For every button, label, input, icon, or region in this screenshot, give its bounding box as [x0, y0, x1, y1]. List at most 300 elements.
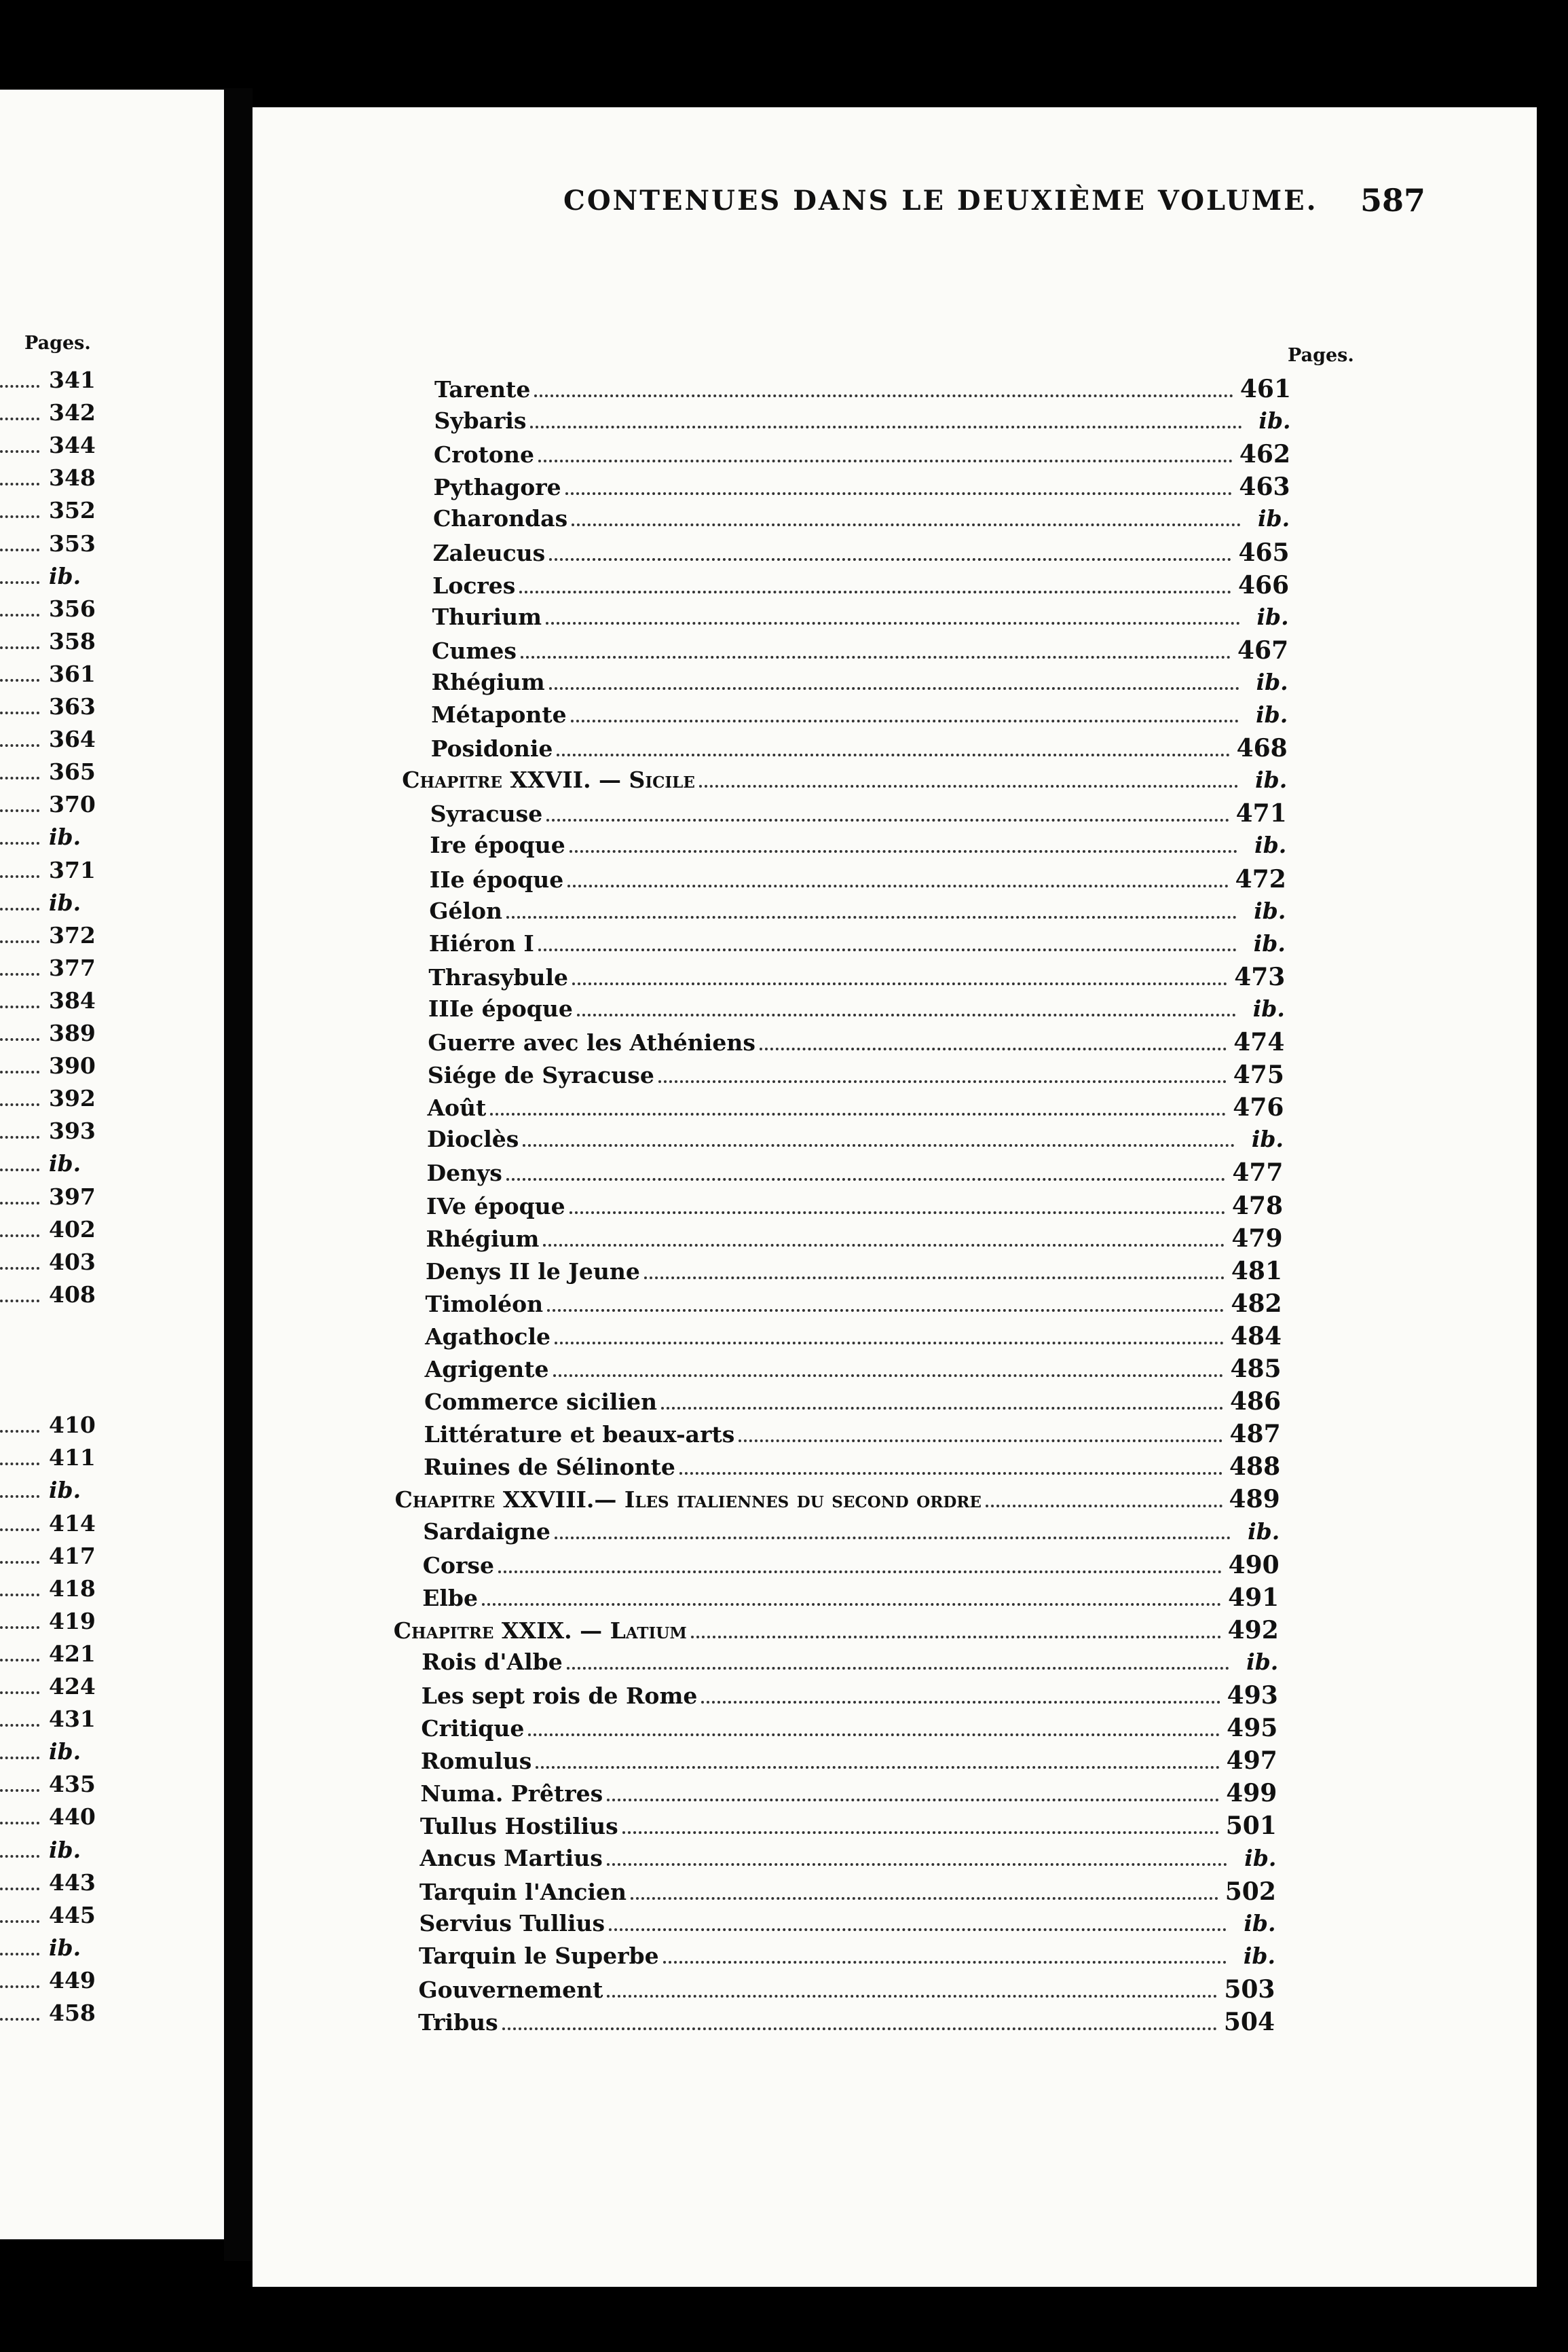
dot-leader: [0, 515, 39, 518]
left-number-row: [0, 1575, 96, 1602]
toc-page-number: 486: [1229, 1387, 1282, 1416]
toc-title: Hiéron I: [428, 930, 534, 957]
left-page-number: 418: [49, 1575, 96, 1602]
toc-page-number: ib.: [1257, 505, 1290, 532]
toc-row: [428, 995, 1285, 1023]
toc-page-number: 504: [1223, 2008, 1275, 2036]
toc-title: Littérature et beaux-arts: [424, 1421, 735, 1448]
dot-leader: [555, 1537, 1231, 1539]
running-title: CONTENUES DANS LE DEUXIÈME VOLUME.: [563, 185, 1318, 217]
toc-title: Gélon: [429, 897, 503, 924]
dot-leader: [482, 1603, 1221, 1606]
toc-page-number: 491: [1228, 1583, 1280, 1612]
dot-leader: [679, 1472, 1222, 1475]
left-page-number: ib.: [49, 1738, 81, 1765]
dot-leader: [0, 418, 39, 420]
dot-leader: [530, 426, 1242, 428]
left-page-number: 435: [49, 1771, 96, 1798]
toc-row: [428, 963, 1285, 991]
left-number-row: [0, 367, 96, 394]
left-page-number: 397: [49, 1183, 96, 1210]
dot-leader: [658, 1080, 1227, 1083]
dot-leader: [0, 1430, 39, 1433]
toc-page-number: 466: [1237, 570, 1290, 600]
dot-leader: [567, 1667, 1230, 1670]
toc-title: Rhégium: [431, 668, 545, 695]
toc-row: [434, 407, 1291, 435]
left-number-row: [0, 1183, 96, 1211]
dot-leader: [557, 754, 1229, 756]
dot-leader: [0, 1202, 39, 1205]
toc-row: [419, 1845, 1276, 1872]
dot-leader: [0, 940, 39, 943]
toc-page-number: 476: [1233, 1093, 1284, 1122]
dot-leader: [0, 1626, 39, 1629]
left-number-row: [0, 1934, 81, 1962]
toc-page-number: 489: [1229, 1485, 1280, 1514]
dot-leader: [0, 385, 39, 388]
toc-title: Charondas: [433, 505, 568, 532]
toc-row: [434, 375, 1291, 403]
toc-title: Critique: [421, 1715, 525, 1742]
toc-page-number: 488: [1229, 1452, 1281, 1482]
left-number-row: [0, 628, 96, 655]
dot-leader: [0, 973, 39, 976]
pages-label: Pages.: [1288, 345, 1354, 366]
toc-title: Denys: [426, 1160, 502, 1187]
toc-title: Crotone: [434, 441, 534, 468]
left-number-row: [0, 1902, 96, 1929]
dot-leader: [0, 809, 39, 812]
left-number-row: [0, 987, 96, 1014]
dot-leader: [570, 1211, 1225, 1214]
toc-row: [421, 1746, 1277, 1775]
toc-page-number: ib.: [1251, 1126, 1284, 1153]
dot-leader: [523, 1144, 1235, 1147]
toc-title: Denys II le Jeune: [426, 1257, 640, 1285]
toc-title: Numa. Prêtres: [420, 1780, 603, 1807]
left-page-number: 377: [49, 954, 96, 981]
toc-page-number: 467: [1237, 636, 1289, 665]
toc-title: IVe époque: [426, 1192, 565, 1219]
toc-page-number: 482: [1231, 1289, 1282, 1318]
left-number-row: [0, 1249, 96, 1276]
left-page-number: 389: [49, 1020, 96, 1046]
dot-leader: [0, 908, 39, 911]
dot-leader: [0, 1038, 39, 1041]
toc-page-number: ib.: [1253, 930, 1286, 957]
dot-leader: [0, 679, 39, 682]
dot-leader: [0, 842, 39, 845]
toc-page-number: 490: [1228, 1550, 1280, 1579]
toc-row: [418, 1975, 1275, 2004]
toc-page-number: ib.: [1248, 1518, 1280, 1545]
dot-leader: [538, 460, 1233, 462]
dot-leader: [521, 656, 1231, 659]
toc-row: [434, 440, 1290, 468]
left-number-row: [0, 595, 96, 623]
left-number-row: [0, 530, 96, 557]
left-number-row: [0, 1052, 96, 1080]
left-number-row: [0, 955, 96, 982]
dot-leader: [661, 1407, 1223, 1410]
left-number-row: [0, 1738, 81, 1765]
toc-page-number: 495: [1227, 1714, 1278, 1743]
dot-leader: [536, 1766, 1219, 1769]
dot-leader: [644, 1276, 1225, 1279]
left-number-row: [0, 399, 96, 426]
left-number-row: [0, 758, 96, 786]
left-page-number: ib.: [49, 1477, 81, 1504]
dot-leader: [0, 1463, 39, 1465]
toc-page-number: 479: [1231, 1224, 1283, 1253]
left-page-number: 358: [49, 627, 96, 655]
toc-page-number: 475: [1233, 1061, 1284, 1090]
toc-row: [421, 1714, 1277, 1742]
toc-page-number: 474: [1233, 1028, 1285, 1056]
dot-leader: [538, 949, 1237, 951]
toc-page-number: 497: [1226, 1746, 1277, 1776]
dot-leader: [0, 1528, 39, 1531]
dot-leader: [760, 1048, 1227, 1050]
toc-row: [432, 636, 1288, 665]
toc-page-number: 465: [1238, 538, 1290, 567]
left-page-number: 440: [49, 1803, 96, 1831]
toc-page-number: 503: [1224, 1974, 1275, 2004]
toc-row: [433, 538, 1290, 567]
left-page-number: 445: [49, 1901, 96, 1928]
toc-row: [423, 1518, 1280, 1545]
toc-title: Les sept rois de Rome: [421, 1683, 698, 1709]
left-page-number: 363: [49, 693, 96, 720]
dot-leader: [0, 1691, 39, 1694]
toc-title: IIe époque: [429, 866, 564, 893]
dot-leader: [0, 1561, 39, 1564]
dot-leader: [570, 850, 1238, 853]
left-number-row: [0, 1967, 96, 1994]
left-number-row: [0, 1085, 96, 1112]
dot-leader: [528, 1733, 1220, 1736]
toc-row: [426, 1158, 1283, 1187]
dot-leader: [0, 1659, 39, 1661]
dot-leader: [0, 712, 39, 714]
toc-title: Chapitre XXVII. — Sicile: [402, 767, 695, 794]
left-number-row: [0, 1216, 96, 1243]
left-number-row: [0, 432, 96, 459]
toc-page-number: 484: [1230, 1321, 1282, 1350]
toc-row: [426, 1224, 1283, 1253]
toc-title: Commerce sicilien: [424, 1389, 657, 1416]
toc-row: [424, 1420, 1281, 1448]
left-pages-label: Pages.: [24, 333, 91, 354]
dot-leader: [0, 1169, 39, 1171]
left-number-row: [0, 661, 96, 688]
left-number-row: [0, 1869, 96, 1896]
left-number-row: [0, 1803, 96, 1831]
left-number-row: [0, 1771, 96, 1798]
toc-row: [420, 1779, 1277, 1807]
toc-row: [425, 1322, 1282, 1350]
toc-title: Thrasybule: [428, 963, 569, 991]
toc-page-number: 493: [1227, 1681, 1278, 1710]
toc-title: Syracuse: [430, 801, 543, 828]
left-page-number: 402: [49, 1215, 96, 1243]
dot-leader: [506, 916, 1237, 919]
dot-leader: [490, 1113, 1226, 1116]
toc-row: [418, 2008, 1275, 2036]
left-number-row: [0, 563, 81, 590]
toc-page-number: 462: [1239, 440, 1291, 469]
left-number-row: [0, 1608, 96, 1635]
toc-row: [419, 1943, 1275, 1970]
dot-leader: [567, 885, 1228, 887]
toc-title: Tarquin le Superbe: [418, 1942, 659, 1969]
dot-leader: [663, 1961, 1227, 1964]
toc-page-number: ib.: [1256, 603, 1289, 630]
left-page-number: 356: [49, 595, 96, 622]
left-page-number: 361: [49, 660, 96, 687]
toc-row: [433, 505, 1290, 532]
toc-title: Rhégium: [426, 1225, 540, 1252]
left-page-number: 414: [49, 1509, 96, 1537]
left-number-row: [0, 1510, 96, 1537]
toc-row: [428, 1028, 1284, 1056]
toc-row: [424, 1387, 1281, 1416]
left-page-number: 365: [49, 758, 96, 786]
toc-title: Tarente: [434, 376, 531, 403]
left-page-number: 364: [49, 726, 96, 753]
dot-leader: [691, 1636, 1221, 1638]
toc-row: [426, 1257, 1282, 1285]
left-page-number: ib.: [49, 562, 81, 589]
toc-title: Sardaigne: [423, 1518, 550, 1545]
dot-leader: [0, 1267, 39, 1270]
toc-page-number: ib.: [1256, 668, 1288, 695]
dot-leader: [609, 1928, 1227, 1931]
left-page-number: 370: [49, 791, 96, 818]
toc-page-number: 472: [1235, 864, 1286, 894]
toc-row: [434, 473, 1290, 501]
toc-page-number: ib.: [1246, 1648, 1279, 1675]
toc-row: [420, 1812, 1277, 1840]
toc-page-number: 502: [1225, 1877, 1276, 1906]
toc-row: [429, 898, 1286, 925]
dot-leader: [519, 591, 1231, 593]
toc-title: Elbe: [422, 1584, 478, 1611]
dot-leader: [607, 1863, 1228, 1866]
toc-row: [422, 1649, 1278, 1676]
toc-page-number: ib.: [1254, 897, 1286, 924]
left-page-number: ib.: [49, 889, 81, 916]
left-page-number: 431: [49, 1706, 96, 1733]
dot-leader: [631, 1897, 1218, 1900]
dot-leader: [0, 777, 39, 779]
dot-leader: [549, 687, 1239, 690]
left-page-number: 403: [49, 1248, 96, 1275]
dot-leader: [0, 1136, 39, 1139]
left-page-number: ib.: [49, 1150, 81, 1177]
left-number-row: [0, 889, 81, 917]
toc-row: [429, 930, 1286, 957]
toc-title: Locres: [432, 572, 516, 599]
dot-leader: [0, 1103, 39, 1106]
left-number-row: [0, 1444, 96, 1471]
dot-leader: [739, 1439, 1222, 1442]
left-page-number: 341: [49, 367, 96, 393]
dot-leader: [555, 1342, 1224, 1344]
toc-page-number: 499: [1226, 1779, 1277, 1808]
dot-leader: [549, 558, 1231, 561]
toc-title: Agrigente: [424, 1356, 549, 1382]
toc-page-number: 481: [1231, 1256, 1283, 1285]
left-number-row: [0, 857, 96, 884]
left-page-number: 342: [49, 399, 96, 426]
left-number-row: [0, 1673, 96, 1700]
toc-row: [419, 1877, 1276, 1906]
dot-leader: [0, 875, 39, 878]
toc-row: [430, 832, 1286, 859]
toc-page-number: 468: [1236, 734, 1288, 763]
left-number-row: [0, 1020, 96, 1047]
toc-row: [432, 669, 1288, 696]
dot-leader: [0, 1789, 39, 1792]
toc-page-number: ib.: [1254, 832, 1287, 859]
toc-title: Corse: [422, 1551, 494, 1579]
dot-leader: [0, 1495, 39, 1498]
dot-leader: [0, 581, 39, 584]
dot-leader: [577, 1014, 1236, 1016]
dot-leader: [0, 614, 39, 617]
toc-title: Cumes: [432, 637, 517, 664]
dot-leader: [0, 1300, 39, 1302]
dot-leader: [543, 1244, 1225, 1247]
chapter-row: [394, 1616, 1279, 1644]
dot-leader: [0, 1822, 39, 1824]
toc-row: [422, 1583, 1279, 1612]
left-page-number: ib.: [49, 824, 81, 851]
toc-row: [428, 1061, 1284, 1089]
toc-title: Tribus: [418, 2009, 498, 2036]
left-page-number: 411: [49, 1444, 96, 1471]
left-page-number: 352: [49, 497, 96, 524]
left-page-number: 384: [49, 987, 96, 1014]
toc-row: [426, 1192, 1283, 1220]
toc-title: Rois d'Albe: [422, 1648, 563, 1675]
left-page-number: 410: [49, 1412, 96, 1439]
dot-leader: [0, 1071, 39, 1073]
toc-page-number: ib.: [1244, 1844, 1277, 1871]
toc-row: [427, 1126, 1284, 1153]
toc-title: Zaleucus: [432, 539, 546, 566]
toc-title: Ire époque: [430, 832, 565, 859]
left-number-row: [0, 1412, 96, 1439]
dot-leader: [607, 1799, 1219, 1801]
left-page-number: ib.: [49, 1836, 81, 1863]
toc-row: [419, 1910, 1275, 1937]
left-number-row: [0, 1281, 96, 1308]
toc-row: [427, 1093, 1284, 1122]
toc-page-number: 471: [1235, 799, 1287, 828]
toc-title: Tullus Hostilius: [419, 1813, 618, 1840]
toc-page-number: ib.: [1255, 767, 1288, 794]
dot-leader: [0, 1594, 39, 1596]
left-page-number: 348: [49, 464, 96, 492]
toc-row: [422, 1681, 1278, 1710]
toc-row: [424, 1452, 1280, 1481]
left-page-number: 353: [49, 530, 96, 557]
toc-page-number: 463: [1239, 473, 1290, 502]
left-number-row: [0, 1150, 81, 1177]
left-page-number: 371: [49, 856, 96, 883]
toc-page-number: 492: [1227, 1615, 1279, 1644]
dot-leader: [0, 1724, 39, 1727]
left-number-row: [0, 1543, 96, 1570]
left-page-number: 372: [49, 921, 96, 949]
dot-leader: [0, 549, 39, 551]
dot-leader: [506, 1178, 1225, 1181]
dot-leader: [622, 1831, 1219, 1834]
left-page-number: 458: [49, 2000, 96, 2026]
toc-page-number: 473: [1234, 962, 1286, 991]
left-number-row: [0, 1837, 81, 1864]
toc-title: Ruines de Sélinonte: [424, 1454, 675, 1481]
toc-title: Timoléon: [425, 1290, 544, 1317]
toc-title: Siége de Syracuse: [427, 1062, 654, 1089]
left-page-number: 344: [49, 432, 96, 459]
toc-title: Chapitre XXVIII.— Iles italiennes du second ordre: [394, 1486, 982, 1513]
toc-title: Thurium: [432, 603, 542, 630]
dot-leader: [0, 1855, 39, 1858]
left-number-row: [0, 1706, 96, 1733]
dot-leader: [0, 1985, 39, 1988]
dot-leader: [0, 450, 39, 453]
toc-row: [431, 734, 1288, 762]
left-page: [0, 90, 224, 2239]
book-spine: [224, 88, 253, 2261]
dot-leader: [0, 744, 39, 747]
dot-leader: [986, 1505, 1222, 1507]
toc-title: Août: [427, 1095, 487, 1122]
toc-row: [431, 701, 1288, 729]
toc-page-number: ib.: [1258, 407, 1291, 435]
dot-leader: [0, 646, 39, 649]
dot-leader: [502, 2027, 1217, 2030]
toc-title: Sybaris: [434, 407, 527, 435]
toc-title: Guerre avec les Athéniens: [428, 1029, 755, 1056]
page-number: 587: [1360, 182, 1425, 219]
left-number-row: [0, 726, 96, 753]
toc-title: Servius Tullius: [419, 1909, 605, 1936]
left-page-number: 419: [49, 1607, 96, 1634]
toc-title: Chapitre XXIX. — Latium: [393, 1617, 687, 1644]
dot-leader: [699, 785, 1238, 788]
left-page-number: 408: [49, 1281, 96, 1308]
left-number-row: [0, 1477, 81, 1504]
toc-row: [430, 865, 1286, 894]
dot-leader: [0, 483, 39, 485]
chapter-row: [402, 767, 1287, 794]
toc-page-number: 487: [1229, 1420, 1281, 1449]
dot-leader: [0, 2018, 39, 2021]
toc-row: [430, 799, 1287, 828]
left-number-row: [0, 791, 96, 818]
left-page-number: ib.: [49, 1934, 81, 1961]
dot-leader: [607, 1995, 1217, 1998]
toc-title: Pythagore: [433, 474, 561, 501]
toc-page-number: ib.: [1256, 701, 1288, 728]
dot-leader: [0, 1234, 39, 1237]
left-page-number: 417: [49, 1542, 96, 1569]
